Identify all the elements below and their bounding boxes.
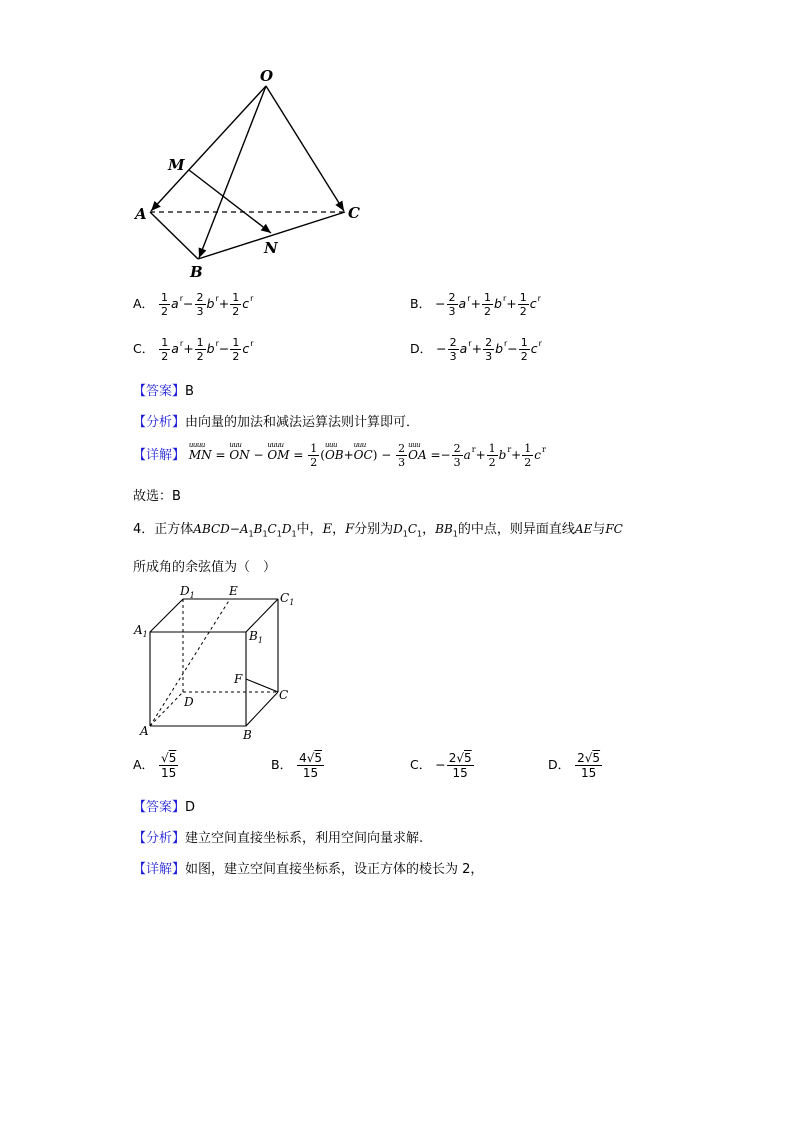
label-e: E bbox=[229, 584, 238, 598]
label-c1: $C_1$ bbox=[280, 591, 295, 607]
label-d: D bbox=[184, 695, 194, 709]
q4-analysis: 【分析】建立空间直接坐标系，利用空间向量求解. bbox=[133, 831, 424, 846]
q4-stem-line1: 4．正方体$ABCD-A_1B_1C_1D_1$中，E，F分别为$D_1C_1$，$BB_1$的中点，则异面直线AE与FC bbox=[133, 522, 623, 539]
q4-option-c: C． − $\frac{2√5}{15}$ bbox=[410, 751, 472, 780]
label-o: O bbox=[260, 67, 274, 85]
q3-analysis: 【分析】由向量的加法和减法运算法则计算即可． bbox=[133, 415, 420, 430]
label-c: C bbox=[348, 204, 360, 222]
q4-option-d: D． $\frac{2√5}{15}$ bbox=[548, 751, 601, 780]
label-c: C bbox=[279, 688, 289, 702]
label-b1: $B_1$ bbox=[249, 629, 263, 645]
label-f: F bbox=[234, 672, 243, 686]
label-b: B bbox=[190, 263, 203, 281]
q3-option-c: C． $\frac{1}{2}$ $a^r+$ $\frac{1}{2}$ $b^r-$ $\frac{1}{2}$ $c^r$ bbox=[133, 336, 254, 363]
label-d1: $D_1$ bbox=[180, 584, 195, 600]
q3-detail: 【详解】 uuuu MN = uuu ON − uuuu OM = $\frac{1}{2}$ ( uuu OB+ uuu OC) − $\frac{2}{3}$ uuu OA =− $\frac{2}{3}$ $a^r+$ $\frac{1}{2}$ $b^r+$ $\frac{1}{2}$ $c^r$ bbox=[133, 441, 546, 469]
edge-ab bbox=[150, 212, 198, 259]
q3-tetrahedron-figure bbox=[130, 62, 370, 282]
q3-option-d: D． − $\frac{2}{3}$ $a^r+$ $\frac{2}{3}$ $b^r-$ $\frac{1}{2}$ $c^r$ bbox=[410, 336, 542, 363]
edge-oc bbox=[266, 86, 344, 211]
q4-cube-figure bbox=[128, 582, 308, 742]
segment-fc bbox=[246, 679, 278, 692]
edge-ob bbox=[199, 86, 266, 258]
edge-oa bbox=[151, 86, 266, 211]
q4-detail: 【详解】如图，建立空间直接坐标系，设正方体的棱长为 2， bbox=[133, 862, 484, 877]
label-a: A bbox=[135, 205, 147, 223]
q4-option-a: A． $\frac{√5}{15}$ bbox=[133, 751, 177, 780]
cube-edge-ad-hidden bbox=[150, 692, 183, 726]
label-b: B bbox=[243, 728, 252, 742]
q3-answer: 【答案】B bbox=[133, 384, 194, 399]
cube-edge-a1d1 bbox=[150, 599, 183, 632]
q3-conclusion: 故选：B bbox=[133, 489, 181, 504]
label-a1: $A_1$ bbox=[134, 623, 148, 639]
label-a: A bbox=[140, 724, 149, 738]
q4-answer: 【答案】D bbox=[133, 800, 196, 815]
cube-edge-bc bbox=[246, 692, 278, 726]
cube-front-face bbox=[150, 632, 246, 726]
label-n: N bbox=[264, 239, 278, 257]
label-m: M bbox=[168, 156, 185, 174]
q3-option-b: B． − $\frac{2}{3}$ $a^r+$ $\frac{1}{2}$ $b^r+$ $\frac{1}{2}$ $c^r$ bbox=[410, 291, 541, 318]
q4-stem-line2: 所成角的余弦值为（ ） bbox=[133, 560, 277, 575]
q3-option-a: A． $\frac{1}{2}$ $a^r-$ $\frac{2}{3}$ $b^r+$ $\frac{1}{2}$ $c^r$ bbox=[133, 291, 254, 318]
q4-option-b: B． $\frac{4√5}{15}$ bbox=[271, 751, 322, 780]
cube-edge-b1c1 bbox=[246, 599, 278, 632]
